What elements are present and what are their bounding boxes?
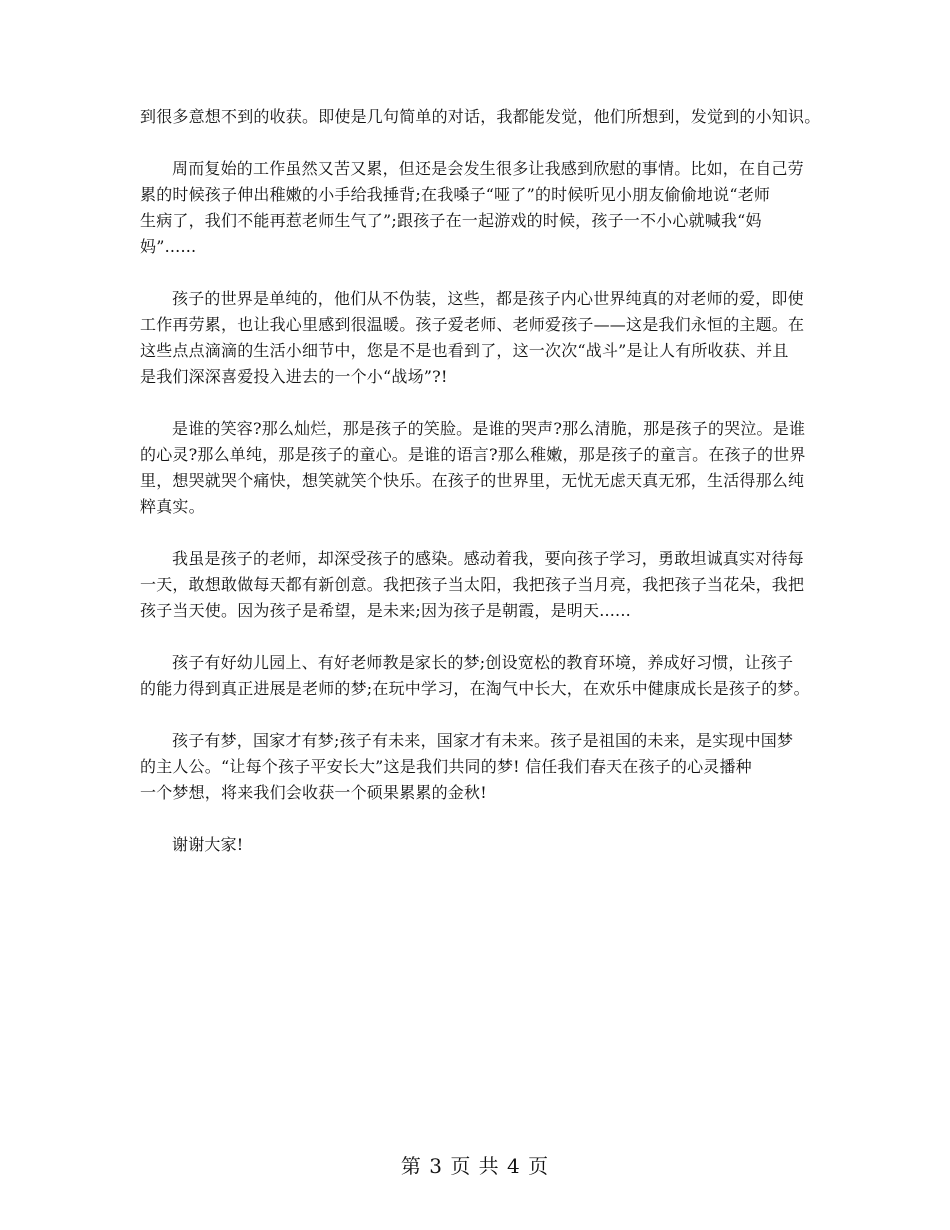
paragraph-line: 妈”......	[140, 237, 197, 256]
paragraph-line: 这些点点滴滴的生活小细节中，您是不是也看到了，这一次次“战斗”是让人有所收获、并且	[140, 341, 789, 360]
paragraph-line: 我虽是孩子的老师，却深受孩子的感染。感动着我，要向孩子学习，勇敢坦诚真实对待每	[172, 549, 804, 568]
paragraph-line: 是谁的笑容?那么灿烂，那是孩子的笑脸。是谁的哭声?那么清脆，那是孩子的哭泣。是谁	[172, 419, 806, 438]
paragraph-line: 生病了，我们不能再惹老师生气了”;跟孩子在一起游戏的时候，孩子一不小心就喊我“妈	[140, 211, 762, 230]
paragraph	[140, 832, 820, 858]
paragraph	[140, 104, 820, 130]
paragraph	[140, 650, 820, 702]
paragraph	[140, 416, 820, 520]
paragraph-line: 里，想哭就哭个痛快，想笑就笑个快乐。在孩子的世界里，无忧无虑天真无邪，生活得那么纯	[140, 471, 805, 490]
paragraph-line: 孩子有梦，国家才有梦;孩子有未来，国家才有未来。孩子是祖国的未来，是实现中国梦	[172, 731, 794, 750]
paragraph-line: 一天，敢想敢做每天都有新创意。我把孩子当太阳，我把孩子当月亮，我把孩子当花朵，我把	[140, 575, 805, 594]
document-body	[140, 104, 820, 884]
paragraph	[140, 156, 820, 260]
paragraph-line: 孩子当天使。因为孩子是希望，是未来;因为孩子是朝霞，是明天......	[140, 601, 631, 620]
paragraph	[140, 546, 820, 624]
paragraph	[140, 286, 820, 390]
paragraph-line: 的主人公。“让每个孩子平安长大”这是我们共同的梦! 信任我们春天在孩子的心灵播种	[140, 757, 752, 776]
paragraph-line: 的能力得到真正进展是老师的梦;在玩中学习，在淘气中长大，在欢乐中健康成长是孩子的梦。	[140, 679, 810, 698]
paragraph-line: 粹真实。	[140, 497, 205, 516]
paragraph-line: 周而复始的工作虽然又苦又累，但还是会发生很多让我感到欣慰的事情。比如，在自己劳	[172, 159, 804, 178]
paragraph-line: 一个梦想，将来我们会收获一个硕果累累的金秋!	[140, 783, 487, 802]
paragraph-line: 到很多意想不到的收获。即使是几句简单的对话，我都能发觉，他们所想到，发觉到的小知识。	[140, 107, 821, 126]
paragraph	[140, 728, 820, 806]
paragraph-line: 谢谢大家!	[172, 835, 244, 854]
paragraph-line: 工作再劳累，也让我心里感到很温暖。孩子爱老师、老师爱孩子——这是我们永恒的主题。在	[140, 315, 805, 334]
paragraph-line: 是我们深深喜爱投入进去的一个小“战场”?!	[140, 367, 448, 386]
paragraph-line: 孩子的世界是单纯的，他们从不伪装，这些，都是孩子内心世界纯真的对老师的爱，即使	[172, 289, 804, 308]
paragraph-line: 的心灵?那么单纯，那是孩子的童心。是谁的语言?那么稚嫩，那是孩子的童言。在孩子的世界	[140, 445, 806, 464]
paragraph-line: 累的时候孩子伸出稚嫩的小手给我捶背;在我嗓子“哑了”的时候听见小朋友偷偷地说“老师	[140, 185, 771, 204]
paragraph-line: 孩子有好幼儿园上、有好老师教是家长的梦;创设宽松的教育环境，养成好习惯，让孩子	[172, 653, 794, 672]
page-number-footer: 第 3 页 共 4 页	[400, 1154, 550, 1178]
